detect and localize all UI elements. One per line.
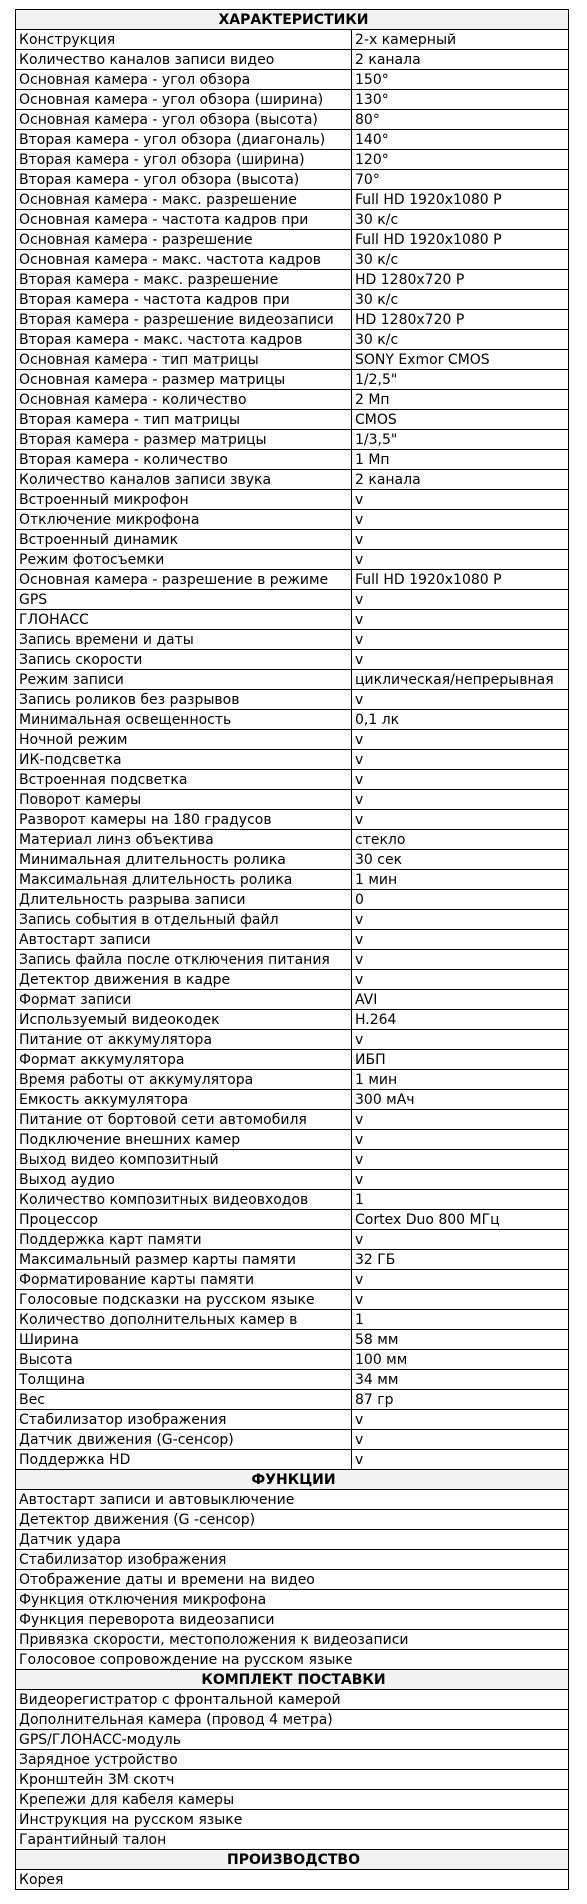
table-row — [16, 710, 569, 730]
spec-label: Вторая камера - макс. разрешение — [16, 270, 352, 290]
table-row — [16, 930, 569, 950]
spec-label: ГЛОНАСС — [16, 610, 352, 630]
spec-value: циклическая/непрерывная — [352, 670, 569, 690]
spec-value: Cortex Duo 800 МГц — [352, 1210, 569, 1230]
spec-value: HD 1280x720 P — [352, 310, 569, 330]
spec-label: Вторая камера - разрешение видеозаписи — [16, 310, 352, 330]
table-row — [16, 1410, 569, 1430]
table-row — [16, 810, 569, 830]
table-row — [16, 1870, 569, 1890]
spec-value: 130° — [352, 90, 569, 110]
spec-sheet — [15, 9, 568, 1890]
spec-value: SONY Exmor CMOS — [352, 350, 569, 370]
table-row — [16, 1070, 569, 1090]
spec-value: ИБП — [352, 1050, 569, 1070]
spec-value: v — [352, 1130, 569, 1150]
spec-label: Питание от аккумулятора — [16, 1030, 352, 1050]
spec-label: Вторая камера - угол обзора (ширина) — [16, 150, 352, 170]
table-row — [16, 1610, 569, 1630]
table-row — [16, 1750, 569, 1770]
spec-label: Формат записи — [16, 990, 352, 1010]
spec-label: Режим фотосъемки — [16, 550, 352, 570]
spec-value: v — [352, 1270, 569, 1290]
spec-value: 34 мм — [352, 1370, 569, 1390]
spec-value: 2 канала — [352, 470, 569, 490]
table-row — [16, 1250, 569, 1270]
spec-label: Поддержка карт памяти — [16, 1230, 352, 1250]
table-row — [16, 390, 569, 410]
table-row — [16, 1330, 569, 1350]
spec-value: 87 гр — [352, 1390, 569, 1410]
spec-value: H.264 — [352, 1010, 569, 1030]
table-row — [16, 510, 569, 530]
table-row — [16, 1390, 569, 1410]
spec-value: 30 к/с — [352, 330, 569, 350]
table-row — [16, 910, 569, 930]
spec-value: 1/2,5" — [352, 370, 569, 390]
list-item: Гарантийный талон — [16, 1830, 569, 1850]
spec-value: 2 Мп — [352, 390, 569, 410]
spec-label: Основная камера - размер матрицы — [16, 370, 352, 390]
spec-value: 120° — [352, 150, 569, 170]
spec-label: Вес — [16, 1390, 352, 1410]
table-row — [16, 450, 569, 470]
spec-label: ИК-подсветка — [16, 750, 352, 770]
section-header-row — [16, 1670, 569, 1690]
spec-label: Автостарт записи — [16, 930, 352, 950]
spec-label: Вторая камера - количество — [16, 450, 352, 470]
spec-label: Основная камера - угол обзора (высота) — [16, 110, 352, 130]
spec-label: Основная камера - частота кадров при — [16, 210, 352, 230]
table-row — [16, 1190, 569, 1210]
section-header-row — [16, 1850, 569, 1870]
list-item: Детектор движения (G -сенсор) — [16, 1510, 569, 1530]
spec-label: Поддержка HD — [16, 1450, 352, 1470]
table-row — [16, 1230, 569, 1250]
spec-label: Формат аккумулятора — [16, 1050, 352, 1070]
spec-label: Питание от бортовой сети автомобиля — [16, 1110, 352, 1130]
spec-label: Вторая камера - размер матрицы — [16, 430, 352, 450]
table-row — [16, 1590, 569, 1610]
spec-label: Минимальная длительность ролика — [16, 850, 352, 870]
table-row — [16, 330, 569, 350]
spec-label: Основная камера - разрешение в режиме — [16, 570, 352, 590]
spec-label: Вторая камера - тип матрицы — [16, 410, 352, 430]
spec-value: v — [352, 930, 569, 950]
table-row — [16, 1290, 569, 1310]
spec-label: Разворот камеры на 180 градусов — [16, 810, 352, 830]
spec-value: v — [352, 1150, 569, 1170]
table-row — [16, 750, 569, 770]
spec-label: Высота — [16, 1350, 352, 1370]
table-row — [16, 670, 569, 690]
spec-label: Время работы от аккумулятора — [16, 1070, 352, 1090]
spec-label: Емкость аккумулятора — [16, 1090, 352, 1110]
spec-label: Вторая камера - частота кадров при — [16, 290, 352, 310]
table-row — [16, 1450, 569, 1470]
table-row — [16, 1490, 569, 1510]
spec-label: Максимальный размер карты памяти — [16, 1250, 352, 1270]
spec-table — [15, 9, 569, 1890]
spec-value: стекло — [352, 830, 569, 850]
spec-value: v — [352, 550, 569, 570]
spec-label: Ночной режим — [16, 730, 352, 750]
spec-value: v — [352, 690, 569, 710]
table-row — [16, 590, 569, 610]
spec-value: v — [352, 1030, 569, 1050]
table-row — [16, 830, 569, 850]
spec-value: Full HD 1920x1080 P — [352, 230, 569, 250]
section-header-row — [16, 10, 569, 30]
spec-value: v — [352, 790, 569, 810]
table-row — [16, 1770, 569, 1790]
table-row — [16, 1110, 569, 1130]
spec-value: 58 мм — [352, 1330, 569, 1350]
spec-value: v — [352, 770, 569, 790]
table-row — [16, 170, 569, 190]
spec-label: GPS — [16, 590, 352, 610]
table-row — [16, 1370, 569, 1390]
section-title: ФУНКЦИИ — [16, 1470, 569, 1490]
spec-value: v — [352, 490, 569, 510]
spec-label: Отключение микрофона — [16, 510, 352, 530]
table-row — [16, 110, 569, 130]
table-row — [16, 1550, 569, 1570]
spec-label: Материал линз объектива — [16, 830, 352, 850]
table-row — [16, 1030, 569, 1050]
spec-label: Конструкция — [16, 30, 352, 50]
spec-value: 30 сек — [352, 850, 569, 870]
spec-value: v — [352, 510, 569, 530]
spec-label: Детектор движения в кадре — [16, 970, 352, 990]
spec-value: v — [352, 810, 569, 830]
table-row — [16, 770, 569, 790]
table-row — [16, 410, 569, 430]
list-item: Привязка скорости, местоположения к видеозаписи — [16, 1630, 569, 1650]
spec-value: AVI — [352, 990, 569, 1010]
spec-value: v — [352, 730, 569, 750]
spec-value: v — [352, 630, 569, 650]
section-title: ХАРАКТЕРИСТИКИ — [16, 10, 569, 30]
spec-label: Основная камера - макс. разрешение — [16, 190, 352, 210]
spec-label: Основная камера - угол обзора — [16, 70, 352, 90]
list-item: Корея — [16, 1870, 569, 1890]
spec-label: Основная камера - тип матрицы — [16, 350, 352, 370]
table-row — [16, 130, 569, 150]
spec-label: Количество каналов записи видео — [16, 50, 352, 70]
spec-value: 30 к/с — [352, 250, 569, 270]
table-row — [16, 730, 569, 750]
table-row — [16, 150, 569, 170]
spec-value: 0 — [352, 890, 569, 910]
spec-value: v — [352, 590, 569, 610]
spec-value: 1 мин — [352, 870, 569, 890]
spec-label: Выход видео композитный — [16, 1150, 352, 1170]
spec-value: v — [352, 1230, 569, 1250]
spec-label: Запись скорости — [16, 650, 352, 670]
spec-label: Стабилизатор изображения — [16, 1410, 352, 1430]
table-row — [16, 1630, 569, 1650]
table-row — [16, 1270, 569, 1290]
spec-label: Длительность разрыва записи — [16, 890, 352, 910]
table-row — [16, 530, 569, 550]
spec-value: 1 мин — [352, 1070, 569, 1090]
spec-label: Форматирование карты памяти — [16, 1270, 352, 1290]
spec-label: Выход аудио — [16, 1170, 352, 1190]
spec-value: v — [352, 1410, 569, 1430]
spec-value: CMOS — [352, 410, 569, 430]
table-row — [16, 1050, 569, 1070]
list-item: Инструкция на русском языке — [16, 1810, 569, 1830]
table-row — [16, 1310, 569, 1330]
table-row — [16, 1830, 569, 1850]
spec-value: v — [352, 1170, 569, 1190]
table-row — [16, 890, 569, 910]
spec-value: 80° — [352, 110, 569, 130]
spec-label: Количество дополнительных камер в — [16, 1310, 352, 1330]
table-row — [16, 870, 569, 890]
spec-value: v — [352, 750, 569, 770]
spec-value: 2 канала — [352, 50, 569, 70]
spec-label: Основная камера - макс. частота кадров — [16, 250, 352, 270]
list-item: Функция переворота видеозаписи — [16, 1610, 569, 1630]
table-row — [16, 90, 569, 110]
list-item: Зарядное устройство — [16, 1750, 569, 1770]
spec-label: Ширина — [16, 1330, 352, 1350]
table-row — [16, 350, 569, 370]
spec-label: Встроенный микрофон — [16, 490, 352, 510]
list-item: Крепежи для кабеля камеры — [16, 1790, 569, 1810]
spec-label: Голосовые подсказки на русском языке — [16, 1290, 352, 1310]
spec-value: v — [352, 1290, 569, 1310]
spec-value: 2-х камерный — [352, 30, 569, 50]
table-row — [16, 490, 569, 510]
table-row — [16, 1010, 569, 1030]
spec-label: Процессор — [16, 1210, 352, 1230]
list-item: Датчик удара — [16, 1530, 569, 1550]
spec-label: Используемый видеокодек — [16, 1010, 352, 1030]
spec-label: Подключение внешних камер — [16, 1130, 352, 1150]
spec-value: 1 Мп — [352, 450, 569, 470]
table-row — [16, 250, 569, 270]
list-item: Голосовое сопровождение на русском языке — [16, 1650, 569, 1670]
spec-value: 1 — [352, 1190, 569, 1210]
table-row — [16, 210, 569, 230]
table-row — [16, 1650, 569, 1670]
table-row — [16, 1150, 569, 1170]
table-row — [16, 1710, 569, 1730]
spec-label: Режим записи — [16, 670, 352, 690]
spec-label: Вторая камера - угол обзора (высота) — [16, 170, 352, 190]
spec-label: Поворот камеры — [16, 790, 352, 810]
table-row — [16, 1130, 569, 1150]
spec-value: 0,1 лк — [352, 710, 569, 730]
table-row — [16, 70, 569, 90]
spec-table-body — [16, 10, 569, 1890]
spec-label: Основная камера - угол обзора (ширина) — [16, 90, 352, 110]
spec-value: v — [352, 950, 569, 970]
spec-value: v — [352, 650, 569, 670]
table-row — [16, 650, 569, 670]
spec-value: Full HD 1920x1080 P — [352, 190, 569, 210]
table-row — [16, 190, 569, 210]
spec-label: Вторая камера - угол обзора (диагональ) — [16, 130, 352, 150]
table-row — [16, 610, 569, 630]
spec-label: Основная камера - разрешение — [16, 230, 352, 250]
table-row — [16, 310, 569, 330]
table-row — [16, 970, 569, 990]
spec-label: Минимальная освещенность — [16, 710, 352, 730]
list-item: Стабилизатор изображения — [16, 1550, 569, 1570]
spec-label: Встроенная подсветка — [16, 770, 352, 790]
spec-label: Запись времени и даты — [16, 630, 352, 650]
spec-label: Количество композитных видеовходов — [16, 1190, 352, 1210]
spec-label: Количество каналов записи звука — [16, 470, 352, 490]
list-item: Кронштейн 3М скотч — [16, 1770, 569, 1790]
spec-label: Запись файла после отключения питания — [16, 950, 352, 970]
table-row — [16, 1810, 569, 1830]
spec-label: Максимальная длительность ролика — [16, 870, 352, 890]
table-row — [16, 50, 569, 70]
spec-value: 30 к/с — [352, 290, 569, 310]
table-row — [16, 1350, 569, 1370]
spec-value: v — [352, 530, 569, 550]
spec-label: Запись роликов без разрывов — [16, 690, 352, 710]
spec-label: Основная камера - количество — [16, 390, 352, 410]
spec-value: 70° — [352, 170, 569, 190]
spec-value: Full HD 1920x1080 P — [352, 570, 569, 590]
spec-value: 300 мАч — [352, 1090, 569, 1110]
table-row — [16, 1790, 569, 1810]
table-row — [16, 790, 569, 810]
spec-value: v — [352, 1430, 569, 1450]
spec-value: 1 — [352, 1310, 569, 1330]
table-row — [16, 1090, 569, 1110]
table-row — [16, 550, 569, 570]
section-title: КОМПЛЕКТ ПОСТАВКИ — [16, 1670, 569, 1690]
table-row — [16, 950, 569, 970]
list-item: Функция отключения микрофона — [16, 1590, 569, 1610]
table-row — [16, 690, 569, 710]
table-row — [16, 1570, 569, 1590]
table-row — [16, 570, 569, 590]
spec-value: v — [352, 610, 569, 630]
spec-value: HD 1280x720 P — [352, 270, 569, 290]
table-row — [16, 1430, 569, 1450]
table-row — [16, 230, 569, 250]
table-row — [16, 1510, 569, 1530]
table-row — [16, 1530, 569, 1550]
spec-value: 32 ГБ — [352, 1250, 569, 1270]
table-row — [16, 850, 569, 870]
spec-value: v — [352, 970, 569, 990]
spec-label: Толщина — [16, 1370, 352, 1390]
section-title: ПРОИЗВОДСТВО — [16, 1850, 569, 1870]
table-row — [16, 270, 569, 290]
table-row — [16, 30, 569, 50]
table-row — [16, 470, 569, 490]
section-header-row — [16, 1470, 569, 1490]
list-item: Видеорегистратор с фронтальной камерой — [16, 1690, 569, 1710]
list-item: Отображение даты и времени на видео — [16, 1570, 569, 1590]
spec-value: 150° — [352, 70, 569, 90]
spec-label: Вторая камера - макс. частота кадров — [16, 330, 352, 350]
table-row — [16, 630, 569, 650]
table-row — [16, 290, 569, 310]
spec-value: 30 к/с — [352, 210, 569, 230]
table-row — [16, 1730, 569, 1750]
table-row — [16, 370, 569, 390]
spec-value: 1/3,5" — [352, 430, 569, 450]
list-item: GPS/ГЛОНАСС-модуль — [16, 1730, 569, 1750]
table-row — [16, 1210, 569, 1230]
spec-label: Датчик движения (G-сенсор) — [16, 1430, 352, 1450]
table-row — [16, 430, 569, 450]
table-row — [16, 990, 569, 1010]
table-row — [16, 1690, 569, 1710]
spec-value: 100 мм — [352, 1350, 569, 1370]
spec-label: Встроенный динамик — [16, 530, 352, 550]
spec-value: v — [352, 1450, 569, 1470]
spec-label: Запись события в отдельный файл — [16, 910, 352, 930]
spec-value: 140° — [352, 130, 569, 150]
spec-value: v — [352, 1110, 569, 1130]
list-item: Автостарт записи и автовыключение — [16, 1490, 569, 1510]
table-row — [16, 1170, 569, 1190]
spec-value: v — [352, 910, 569, 930]
list-item: Дополнительная камера (провод 4 метра) — [16, 1710, 569, 1730]
